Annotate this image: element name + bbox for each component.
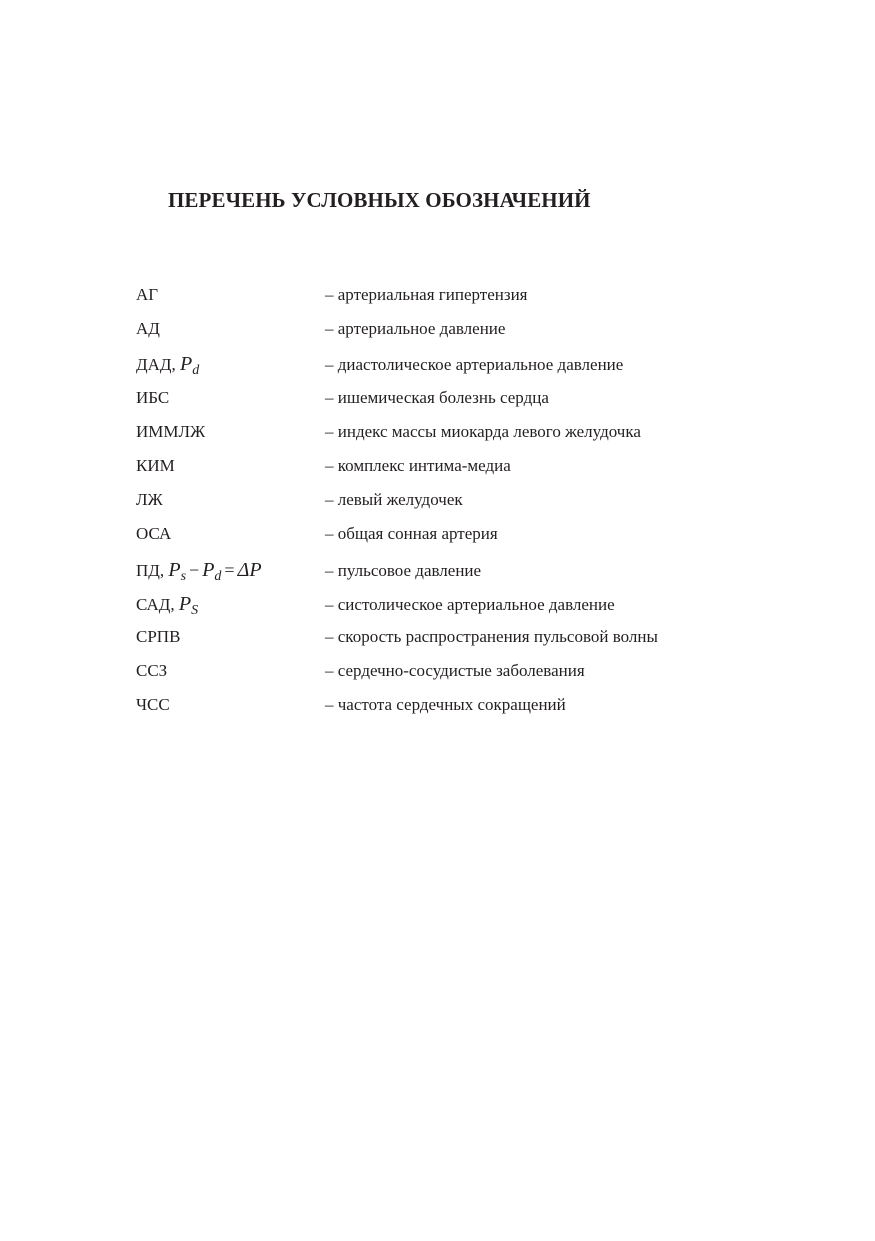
list-item [136,593,776,627]
abbreviation-term: САД, [136,594,175,614]
abbreviation-definition: – артериальное давление [325,319,506,339]
symbol-subscript: S [191,602,199,618]
symbol-base: P [178,592,192,615]
abbreviation-definition: – ишемическая болезнь сердца [325,387,549,407]
list-item [136,422,776,456]
page-title: ПЕРЕЧЕНЬ УСЛОВНЫХ ОБОЗНАЧЕНИЙ [168,188,591,212]
diastolic-pressure-symbol [179,353,200,379]
abbreviation-term-cell [136,559,325,582]
list-item [136,319,776,353]
abbreviation-definition: – общая сонная артерия [325,524,498,544]
formula-symbol: ΔP [237,558,262,581]
list-item [136,661,776,695]
abbreviation-term-cell [136,593,325,616]
abbreviation-term-cell [136,353,325,379]
abbreviation-definition: – комплекс интима-медиа [325,455,511,475]
abbreviation-term: ПД, [136,560,165,580]
list-item [136,559,776,593]
abbreviation-definition: – частота сердечных сокращений [325,695,566,715]
abbreviation-term: ОСА [136,524,172,544]
abbreviation-term: ССЗ [136,661,168,681]
abbreviation-term: СРПВ [136,626,181,646]
formula-operator: = [224,559,235,580]
list-item [136,456,776,490]
abbreviation-definition: – левый желудочек [325,490,463,510]
abbreviation-definition: – артериальная гипертензия [325,285,528,304]
abbreviation-term: АД [136,319,160,339]
systolic-pressure-symbol [178,592,199,618]
abbreviation-term: ИБС [136,387,170,407]
abbreviation-term: ЛЖ [136,490,163,510]
abbreviation-definition: – сердечно-сосудистые заболевания [325,661,585,681]
abbreviation-definition: – скорость распространения пульсовой волны [325,626,658,646]
abbreviation-definition: – индекс массы миокарда левого желудочка [325,421,641,441]
abbreviation-term: ДАД, [136,355,176,375]
abbreviation-definition: – пульсовое давление [325,560,482,580]
abbreviation-term: АГ [136,285,159,304]
list-item [136,490,776,524]
list-item [136,695,776,729]
list-item [136,388,776,422]
symbol-base: P [179,353,193,376]
list-item [136,524,776,558]
formula-operator: − [189,559,200,580]
list-item [136,627,776,661]
pulse-pressure-formula [168,558,262,584]
abbreviation-term: ЧСС [136,695,170,715]
formula-subscript: s [180,568,187,584]
formula-symbol: P [168,558,181,581]
abbreviation-definition: – диастолическое артериальное давление [325,355,624,375]
list-item [136,285,776,319]
abbreviation-definition: – систолическое артериальное давление [325,594,615,614]
formula-symbol: P [202,558,215,581]
list-item [136,353,776,387]
formula-subscript: d [214,568,222,584]
abbreviation-term: КИМ [136,455,175,475]
symbol-subscript: d [192,363,200,379]
abbreviation-term: ИММЛЖ [136,421,206,441]
abbreviation-list [136,285,776,729]
